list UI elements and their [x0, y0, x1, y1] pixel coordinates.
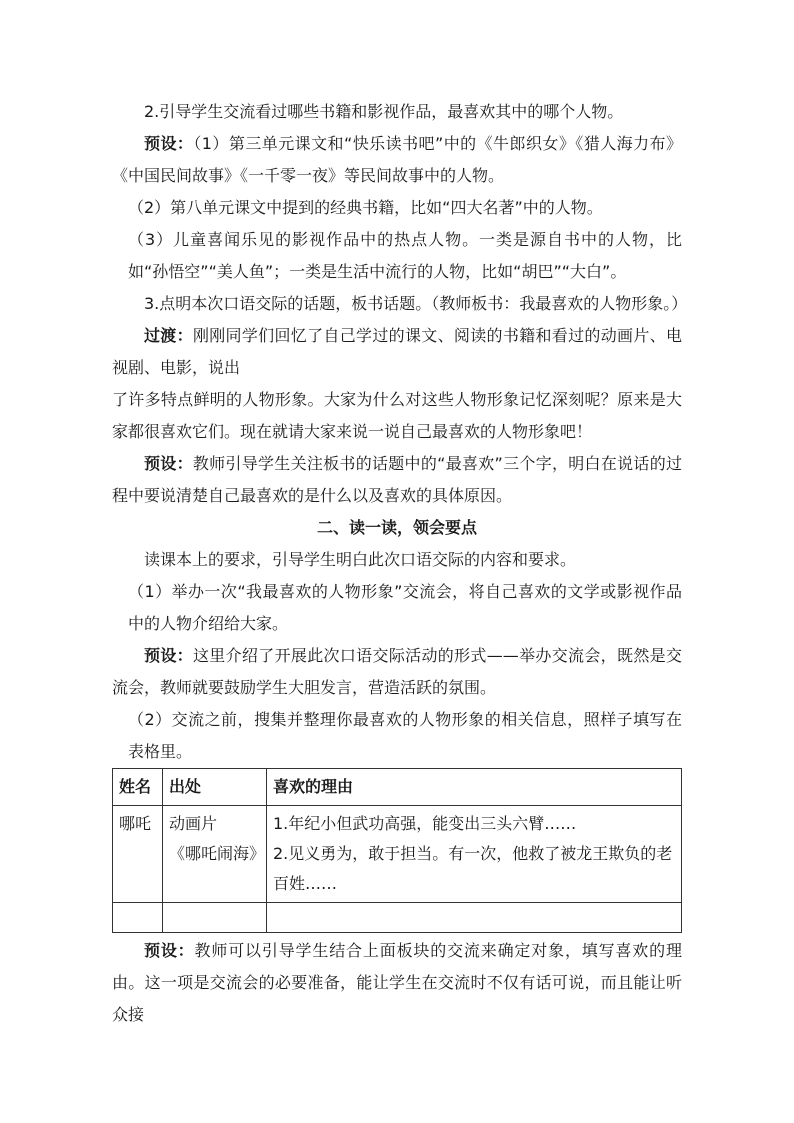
section-heading: 二、读一读，领会要点 [316, 518, 477, 537]
paragraph-topic: 3.点明本次口语交际的话题，板书话题。（教师板书：我最喜欢的人物形象。） [144, 294, 688, 313]
preset-text: 这里介绍了开展此次口语交际活动的形式——举办交流会，既然是交流会，教师就要鼓励学生大胆发言，营造活跃的氛围。 [112, 646, 682, 697]
paragraph-preset-3 [112, 640, 682, 704]
table-row-empty [113, 903, 682, 933]
table-cell-source [163, 806, 267, 903]
paragraph-transition-continued: 了许多特点鲜明的人物形象。大家为什么对这些人物形象记忆深刻呢？原来是大家都很喜欢它们。现在就请大家来说一说自己最喜欢的人物形象吧！ [112, 390, 682, 441]
table-cell-name: 哪吒 [113, 806, 163, 903]
paragraph-preset-4 [112, 935, 682, 1031]
paragraph-preset-1 [112, 128, 682, 192]
table-header: 喜欢的理由 [267, 769, 682, 806]
table-cell-empty [267, 903, 682, 933]
table-header: 出处 [163, 769, 267, 806]
paragraph-read-requirements: 读课本上的要求，引导学生明白此次口语交际的内容和要求。 [144, 550, 577, 569]
preset-label: 预设： [144, 134, 194, 153]
character-table [112, 768, 682, 933]
table-cell-empty [163, 903, 267, 933]
table-header-row [113, 769, 682, 806]
preset-text: 教师可以引导学生结合上面板块的交流来确定对象，填写喜欢的理由。这一项是交流会的必要准备，能让学生在交流时不仅有话可说，而且能让听众接 [112, 941, 682, 1024]
preset-text: 教师引导学生关注板书的话题中的“最喜欢”三个字，明白在说话的过程中要说清楚自己最喜欢的是什么以及喜欢的具体原因。 [112, 454, 682, 505]
paragraph-preset-2 [112, 448, 682, 512]
paragraph-guide-students: 2.引导学生交流看过哪些书籍和影视作品，最喜欢其中的哪个人物。 [144, 102, 624, 121]
paragraph-transition [112, 320, 682, 384]
reason-item: 1.年纪小但武功高强，能变出三头六臂…… [273, 814, 577, 833]
paragraph-unit-eight: （2）第八单元课文中提到的经典书籍，比如“四大名著”中的人物。 [128, 198, 603, 217]
source-line: 动画片 [169, 814, 218, 833]
paragraph-collect-info: （2）交流之前，搜集并整理你最喜欢的人物形象的相关信息，照样子填写在表格里。 [128, 710, 682, 761]
paragraph-popular-characters: （3）儿童喜闻乐见的影视作品中的热点人物。一类是源自书中的人物，比如“孙悟空”“美人鱼”；一类是生活中流行的人物，比如“胡巴”“大白”。 [128, 230, 682, 281]
preset-label: 预设： [144, 454, 193, 473]
table-cell-empty [113, 903, 163, 933]
table-cell-reasons [267, 806, 682, 903]
source-line: 《哪吒闹海》 [169, 844, 266, 863]
preset-label: 预设： [144, 941, 195, 960]
paragraph-exchange-meeting: （1）举办一次“我最喜欢的人物形象”交流会，将自己喜欢的文学或影视作品中的人物介绍给大家。 [128, 582, 682, 633]
transition-label: 过渡： [144, 326, 193, 345]
transition-text: 刚刚同学们回忆了自己学过的课文、阅读的书籍和看过的动画片、电视剧、电影，说出 [112, 326, 682, 377]
document-page [112, 96, 688, 1031]
preset-text: （1）第三单元课文和“快乐读书吧”中的《牛郎织女》《猎人海力布》《中国民间故事》《一千零一夜》等民间故事中的人物。 [112, 134, 682, 185]
table-header: 姓名 [113, 769, 163, 806]
reason-item: 2.见义勇为，敢于担当。有一次，他救了被龙王欺负的老百姓…… [273, 844, 673, 893]
table-row [113, 806, 682, 903]
preset-label: 预设： [144, 646, 193, 665]
